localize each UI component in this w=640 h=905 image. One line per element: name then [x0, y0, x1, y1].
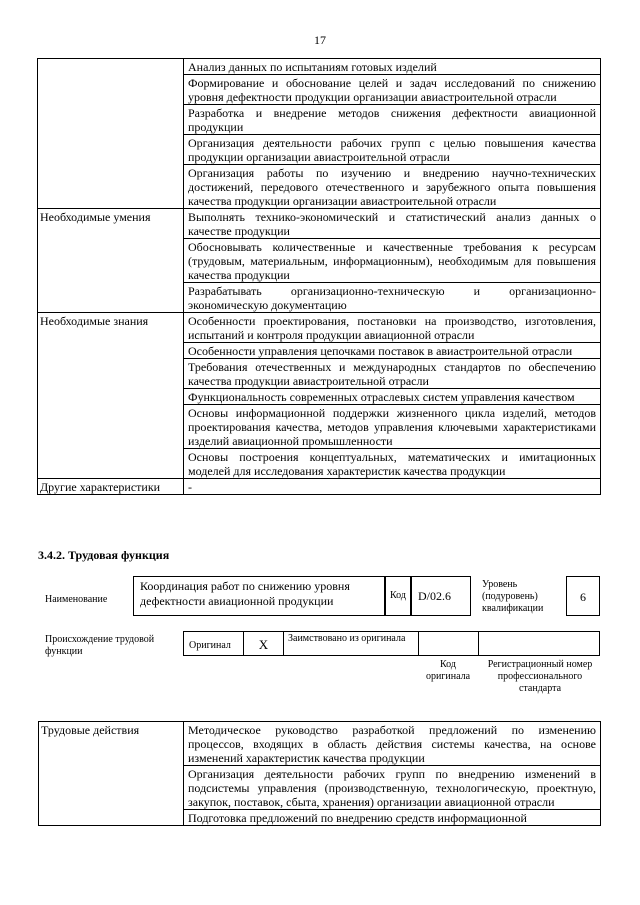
row-item: Требования отечественных и международных стандартов по обеспечению качества продукции авиастроительной отрасли	[184, 359, 601, 389]
original-label: Оригинал	[184, 632, 244, 655]
code-original-cell	[419, 632, 479, 655]
row-item: Организация работы по изучению и внедрению научно-технических достижений, передового отечественного и зарубежного опыта повышения качества продукции организации авиастроительной отрасли	[184, 165, 601, 209]
row-item: -	[184, 479, 601, 495]
row-item: Разрабатывать организационно-техническую и организационно-экономическую документацию	[184, 283, 601, 313]
table-row	[38, 479, 601, 495]
labor-actions-table	[38, 721, 601, 826]
origin-label: Происхождение трудовой функции	[45, 634, 155, 657]
code-label: Код	[385, 576, 411, 616]
row-item: Основы построения концептуальных, математических и имитационных моделей для исследования характеристик качества продукции	[184, 449, 601, 479]
borrowed-label: Заимствовано из оригинала	[284, 632, 419, 655]
row-label: Необходимые умения	[38, 209, 184, 313]
row-item: Подготовка предложений по внедрению средств информационной	[184, 810, 601, 826]
level-value: 6	[566, 576, 600, 616]
row-item: Обосновывать количественные и качественные требования к ресурсам (трудовым, материальным, информационным), необходимым для повышения качества продукции	[184, 239, 601, 283]
original-mark: X	[244, 632, 284, 655]
name-label: Наименование	[45, 594, 108, 605]
row-item: Особенности проектирования, постановки на производство, изготовления, испытаний и контроля продукции авиационной отрасли	[184, 313, 601, 343]
row-item: Функциональность современных отраслевых систем управления качеством	[184, 389, 601, 405]
row-item: Организация деятельности рабочих групп по внедрению изменений в подсистемы управления (производственную, технологическую, проектную, закупок, поставок, сбыта, хранения) организации авиационной отрасли	[184, 766, 601, 810]
row-label	[38, 59, 184, 209]
row-item: Разработка и внедрение методов снижения дефектности авиационной продукции	[184, 105, 601, 135]
table-row	[38, 59, 601, 75]
row-item: Особенности управления цепочками поставок в авиастроительной отрасли	[184, 343, 601, 359]
origin-row	[183, 631, 600, 656]
table-body-actions	[39, 722, 601, 826]
registration-number-label: Регистрационный номер профессионального стандарта	[487, 659, 593, 694]
row-item: Формирование и обоснование целей и задач исследований по снижению уровня дефектности продукции организации авиастроительной отрасли	[184, 75, 601, 105]
row-item: Организация деятельности рабочих групп с целью повышения качества продукции организации авиастроительной отрасли	[184, 135, 601, 165]
table-row	[39, 722, 601, 766]
row-item: Выполнять технико-экономический и статистический анализ данных о качестве продукции	[184, 209, 601, 239]
row-item: Методическое руководство разработкой предложений по изменению процессов, входящих в область действия системы качества, на основе изменений характеристик качества продукции	[184, 722, 601, 766]
code-value: D/02.6	[411, 576, 471, 616]
table-row	[38, 313, 601, 343]
row-label: Необходимые знания	[38, 313, 184, 479]
page-number: 17	[314, 33, 326, 47]
skills-knowledge-table	[37, 58, 601, 495]
table-body	[38, 59, 601, 495]
function-name-box: Координация работ по снижению уровня дефектности авиационной продукции	[133, 576, 385, 616]
table-row	[38, 209, 601, 239]
section-title: 3.4.2. Трудовая функция	[38, 548, 170, 562]
row-item: Основы информационной поддержки жизненного цикла изделий, методов проектирования качества, методов управления ключевыми характеристиками изделий авиационной промышленности	[184, 405, 601, 449]
level-label: Уровень (подуровень) квалификации	[482, 579, 544, 614]
code-original-label: Код оригинала	[425, 659, 471, 682]
row-item: Анализ данных по испытаниям готовых изделий	[184, 59, 601, 75]
row-label: Трудовые действия	[39, 722, 184, 826]
row-label: Другие характеристики	[38, 479, 184, 495]
